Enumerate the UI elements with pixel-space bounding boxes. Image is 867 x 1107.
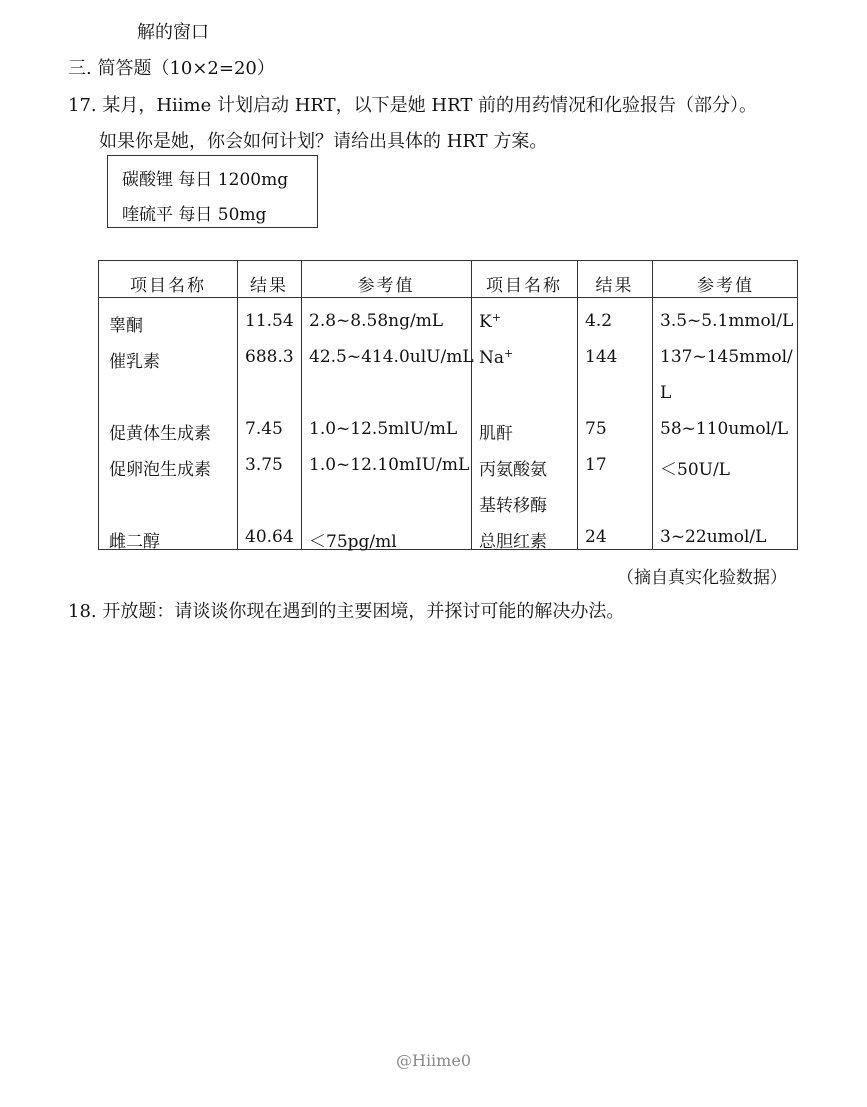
result-testosterone: 11.54: [245, 311, 294, 331]
ref-potassium: 3.5~5.1mmol/L: [660, 311, 794, 331]
header-item-name-1: 项目名称: [130, 276, 206, 296]
item-creatinine: 肌酐: [479, 424, 513, 444]
header-item-name-2: 项目名称: [486, 276, 562, 296]
ref-bilirubin: 3~22umol/L: [660, 527, 767, 547]
result-fsh: 3.75: [245, 455, 283, 475]
result-bilirubin: 24: [585, 527, 607, 547]
result-creatinine: 75: [585, 419, 607, 439]
item-alt-line-1: 丙氨酸氨: [479, 460, 547, 480]
ref-prolactin: 42.5~414.0ulU/mL: [309, 347, 474, 367]
watermark: @Hiime0: [395, 1051, 471, 1070]
ref-alt: ＜50U/L: [660, 460, 730, 480]
header-reference-1: 参考值: [357, 276, 415, 296]
source-note: （摘自真实化验数据）: [617, 568, 787, 588]
result-estradiol: 40.64: [245, 527, 294, 547]
previous-text-fragment: 解的窗口: [137, 22, 209, 43]
item-estradiol: 雌二醇: [109, 532, 160, 552]
result-prolactin: 688.3: [245, 347, 294, 367]
item-testosterone: 睾酮: [109, 316, 143, 336]
item-prolactin: 催乳素: [109, 352, 160, 372]
result-lh: 7.45: [245, 419, 283, 439]
item-potassium: K+: [479, 311, 501, 332]
header-result-2: 结果: [595, 276, 634, 296]
ref-estradiol: ＜75pg/ml: [309, 532, 397, 552]
result-alt: 17: [585, 455, 607, 475]
medication-box: [107, 155, 318, 228]
section-heading: 三. 简答题（10×2=20）: [68, 58, 275, 79]
item-bilirubin: 总胆红素: [479, 532, 547, 552]
ref-lh: 1.0~12.5mlU/mL: [309, 419, 458, 439]
result-potassium: 4.2: [585, 311, 613, 331]
lab-report-table: [98, 260, 798, 550]
question-18: 18. 开放题：请谈谈你现在遇到的主要困境，并探讨可能的解决办法。: [68, 601, 625, 622]
ref-testosterone: 2.8~8.58ng/mL: [309, 311, 444, 331]
item-sodium: Na+: [479, 347, 514, 368]
medication-quetiapine: 喹硫平 每日 50mg: [122, 205, 267, 225]
result-sodium: 144: [585, 347, 618, 367]
item-fsh: 促卵泡生成素: [109, 460, 211, 480]
header-result-1: 结果: [250, 276, 288, 296]
ref-fsh: 1.0~12.10mIU/mL: [309, 455, 470, 475]
question-17-line-2: 如果你是她，你会如何计划？请给出具体的 HRT 方案。: [99, 131, 548, 152]
medication-lithium: 碳酸锂 每日 1200mg: [122, 170, 289, 190]
ref-sodium-line-1: 137~145mmol/: [660, 347, 793, 367]
ref-creatinine: 58~110umol/L: [660, 419, 789, 439]
question-17-line-1: 17. 某月，Hiime 计划启动 HRT，以下是她 HRT 前的用药情况和化验报告（部分）。: [68, 95, 758, 116]
item-lh: 促黄体生成素: [109, 424, 211, 444]
header-reference-2: 参考值: [697, 276, 754, 296]
ref-sodium-line-2: L: [660, 383, 672, 403]
item-alt-line-2: 基转移酶: [479, 496, 547, 516]
